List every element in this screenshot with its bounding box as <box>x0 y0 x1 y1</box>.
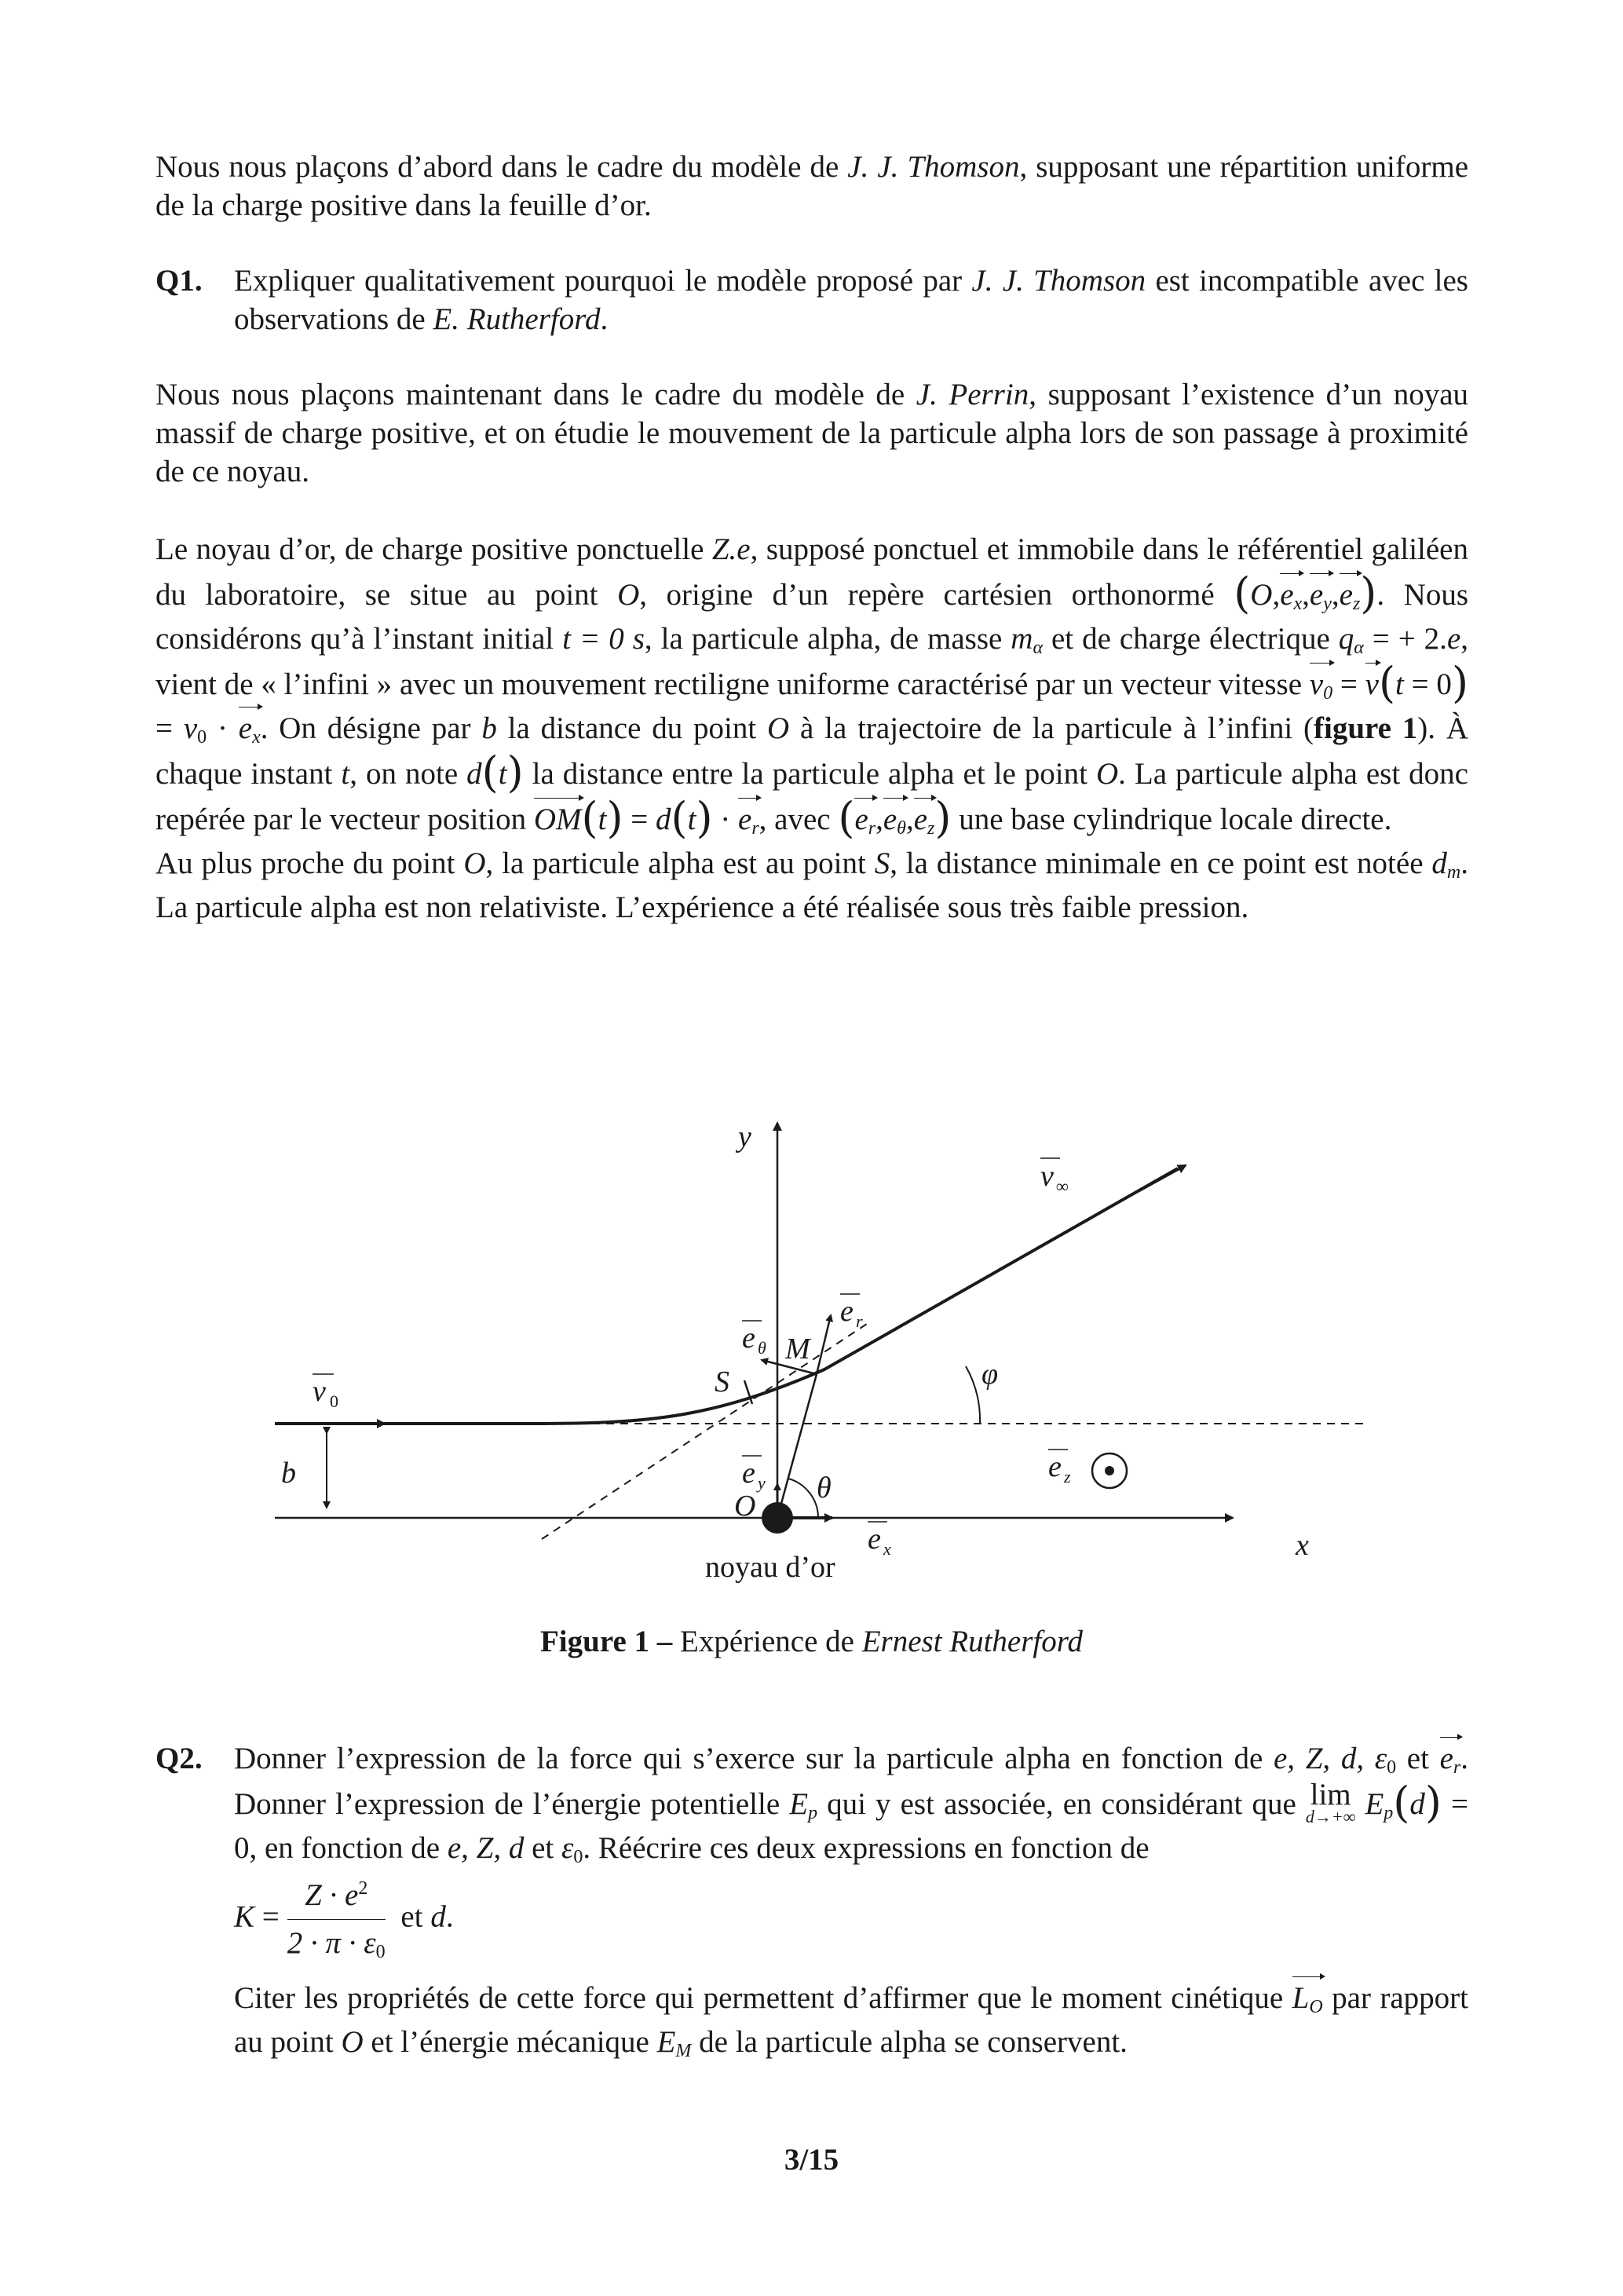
theta-arc <box>788 1479 818 1518</box>
question-1-label: Q1. <box>155 264 203 298</box>
ez-label: e <box>1048 1450 1062 1483</box>
question-2-label: Q2. <box>155 1742 203 1775</box>
svg-text:0: 0 <box>330 1391 338 1411</box>
question-1-text: Expliquer qualitativement pourquoi le modèle proposé par J. J. Thomson est incompatible avec les observations de E. Rutherford. <box>234 264 1468 336</box>
phi-arc <box>966 1366 980 1424</box>
svg-text:∞: ∞ <box>1056 1176 1069 1196</box>
vinf-arrow <box>1139 1165 1186 1191</box>
thomson-name: J. J. Thomson <box>847 150 1020 184</box>
intro-text-end: , supposant une répartition uniforme de la charge positive dans la feuille d’or. <box>155 150 1469 222</box>
question-2-part-b: Citer les propriétés de cette force qui permettent d’affirmer que le moment cinétique $L_O$ par rapport au point O et l’énergie mécanique $E_M$ de la particule alpha se conservent. <box>234 1981 1468 2061</box>
vinf-label: v <box>1040 1160 1054 1193</box>
svg-text:z: z <box>1064 1467 1071 1486</box>
o-label: O <box>734 1490 756 1523</box>
question-2-block <box>155 1737 1468 2064</box>
question-2 <box>155 1737 1468 2064</box>
page-number: 3/15 <box>784 2143 839 2177</box>
er-label: e <box>840 1295 854 1328</box>
om-line <box>777 1374 817 1518</box>
nucleus-label: noyau d’or <box>705 1551 835 1584</box>
question-2-text: Donner l’expression de la force qui s’exerce sur la particule alpha en fonction de e, Z, d, $\varepsilon_0$ et $e_r$. Donner l’expression de l’énergie potentielle $E_p$ qui y est associée, en considérant que lim d→+∞ $E_p(d) = 0$, en fonction de e, Z, d et $\varepsilon_0$. Réécrire ces deux expressions en fonction de K = $\frac{Z \cdot e^2}{2 \cdot \pi \cdot \varepsilon_0}$ et d. Citer les propriétés de cette force qui permettent d’affirmer que le moment cinétique $L_O$ par rapport au point O et l’énergie mécanique $E_M$ de la particule alpha se conservent. <box>234 1737 1468 2064</box>
figure-caption: Figure 1 – Expérience de Ernest Rutherford <box>539 1625 1083 1658</box>
svg-text:r: r <box>856 1311 863 1331</box>
v0-label: v <box>313 1375 326 1408</box>
ey-label: e <box>742 1457 755 1490</box>
m-label: M <box>785 1333 810 1366</box>
question-1 <box>155 261 1468 338</box>
b-label: b <box>281 1457 296 1490</box>
x-label: x <box>1296 1529 1309 1562</box>
svg-text:y: y <box>758 1473 766 1493</box>
y-label: y <box>738 1121 751 1153</box>
setup-paragraph: Le noyau d’or, de charge positive ponctuelle Z.e, supposé ponctuel et immobile dans le référentiel galiléen du laboratoire, se situe au point O, origine d’un repère cartésien orthonormé $(O,e_x,e_y,e_z)$. Nous considérons qu’à l’instant initial t = 0 s, la particule alpha, de masse $m_\alpha$ et de charge électrique $q_\alpha$ = + 2.e, vient de « l’infini » avec un mouvement rectiligne uniforme caractérisé par un vecteur vitesse $v_0 = v(t = 0) = v_0 \cdot e_x$. On désigne par b la distance du point O à la trajectoire de la particule à l’infini (figure 1). À chaque instant t, on note d(t) la distance entre la particule alpha et le point O. La particule alpha est donc repérée par le vecteur position $OM(t) = d(t) \cdot e_r$, avec $(e_r,e_\theta,e_z)$ une base cylindrique locale directe. Au plus proche du point O, la particule alpha est au point S, la distance minimale en ce point est notée $d_m$. La particule alpha est non relativiste. L’expérience a été réalisée sous très faible pression. <box>155 532 1469 924</box>
page-body <box>155 148 1468 930</box>
perrin-paragraph: Nous nous plaçons maintenant dans le cadre du modèle de J. Perrin, supposant l’existence d’un noyau massif de charge positive, et on étudie le mouvement de la particule alpha lors de son passage à proximité de ce noyau. <box>155 378 1469 488</box>
k-definition: K = $\frac{Z \cdot e^2}{2 \cdot \pi \cdot \varepsilon_0}$ et d. <box>234 1874 1468 1965</box>
theta-label: θ <box>817 1472 832 1504</box>
svg-text:x: x <box>883 1539 891 1559</box>
intro-paragraph <box>155 148 1468 225</box>
etheta-label: e <box>742 1322 755 1355</box>
svg-text:θ: θ <box>758 1338 766 1358</box>
intro-text: Nous nous plaçons d’abord dans le cadre du modèle de <box>155 150 848 184</box>
figure-1-diagram <box>275 1115 1374 1618</box>
gold-nucleus <box>762 1502 793 1534</box>
ex-label: e <box>868 1523 881 1556</box>
phi-label: φ <box>981 1358 999 1391</box>
s-label: S <box>715 1366 729 1398</box>
